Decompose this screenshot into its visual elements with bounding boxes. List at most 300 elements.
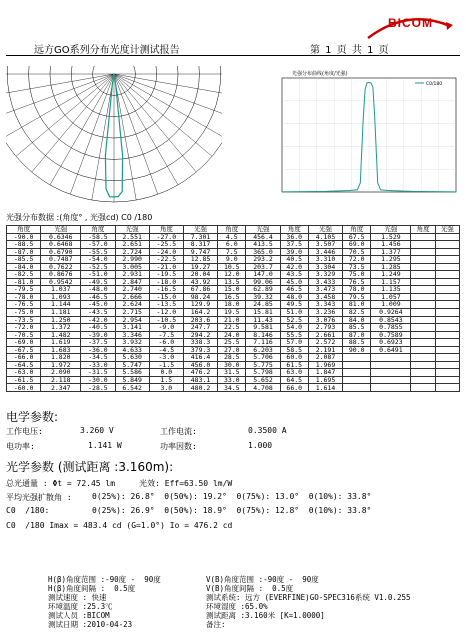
table-cell: 2.347: [41, 384, 81, 392]
distribution-title: 光强分布数据 :(角度° , 光强cd) C0 /180: [6, 213, 153, 222]
table-cell: 3.507: [308, 241, 342, 249]
table-cell: -42.0: [81, 316, 115, 324]
table-cell: 365.0: [246, 248, 280, 256]
table-cell: -54.0: [81, 256, 115, 264]
table-cell: -84.0: [7, 263, 41, 271]
table-cell: 3.433: [308, 278, 342, 286]
table-cell: 31.5: [218, 369, 246, 377]
table-cell: 43.5: [280, 271, 308, 279]
table-cell: [411, 241, 435, 249]
table-cell: 1.619: [41, 339, 81, 347]
table-cell: [435, 309, 459, 317]
table-cell: [435, 384, 459, 392]
table-cell: 9.747: [183, 248, 217, 256]
footer-tester: 测试人员 :BICOM: [48, 611, 110, 620]
table-cell: -76.5: [7, 301, 41, 309]
table-cell: 22.5: [218, 324, 246, 332]
table-cell: -64.5: [7, 361, 41, 369]
table-cell: 413.5: [246, 241, 280, 249]
table-row: [7, 384, 460, 392]
table-cell: -69.0: [7, 339, 41, 347]
table-cell: -1.5: [149, 361, 183, 369]
table-cell: 0.8676: [41, 271, 81, 279]
table-cell: 3.005: [115, 263, 149, 271]
table-cell: -24.0: [149, 248, 183, 256]
table-cell: [435, 248, 459, 256]
table-cell: 16.5: [218, 293, 246, 301]
table-cell: 1.135: [371, 286, 411, 294]
table-cell: [343, 354, 371, 362]
polar-spoke: [114, 74, 222, 118]
table-cell: 2.624: [115, 301, 149, 309]
table-cell: 69.0: [343, 241, 371, 249]
table-cell: [411, 263, 435, 271]
table-cell: [435, 286, 459, 294]
table-cell: 54.0: [280, 324, 308, 332]
table-cell: 67.5: [343, 233, 371, 241]
table-cell: 51.0: [280, 309, 308, 317]
polar-spoke: [6, 74, 114, 96]
table-cell: [343, 376, 371, 384]
table-cell: 1.847: [308, 369, 342, 377]
table-cell: 456.0: [183, 361, 217, 369]
optical-title: 光学参数 (测试距离 :3.160m):: [6, 460, 174, 474]
footer-h-range: H(β)角度范围 :-90度 - 90度: [48, 575, 161, 584]
table-header-cell: 角度: [81, 226, 115, 234]
pf-value: 1.000: [248, 441, 273, 450]
table-cell: 5.775: [246, 361, 280, 369]
power-label: 电功率:: [6, 442, 35, 451]
table-cell: -46.5: [81, 293, 115, 301]
table-cell: 1.529: [371, 233, 411, 241]
table-cell: 42.0: [280, 263, 308, 271]
table-cell: [371, 369, 411, 377]
table-cell: -34.5: [81, 354, 115, 362]
table-cell: 3.446: [308, 248, 342, 256]
table-cell: 3.346: [115, 331, 149, 339]
table-cell: -7.5: [149, 331, 183, 339]
table-cell: 3.329: [308, 271, 342, 279]
table-cell: 48.0: [280, 293, 308, 301]
table-cell: 3.343: [308, 301, 342, 309]
table-cell: 6.203: [246, 346, 280, 354]
table-cell: 2.847: [115, 278, 149, 286]
flux-line: 总光通量 : Φt = 72.45 lm 光效: Eff=63.50 lm/W: [6, 479, 233, 488]
table-row: [7, 376, 460, 384]
table-cell: 1.695: [308, 376, 342, 384]
table-cell: 2.715: [115, 309, 149, 317]
table-cell: 5.706: [246, 354, 280, 362]
table-cell: 4.5: [218, 233, 246, 241]
table-cell: 7.116: [246, 339, 280, 347]
table-cell: 2.990: [115, 256, 149, 264]
table-cell: 480.2: [183, 384, 217, 392]
table-cell: 476.2: [183, 369, 217, 377]
table-cell: 5.747: [115, 361, 149, 369]
table-cell: 3.458: [308, 293, 342, 301]
footer-v-range: V(B)角度范围 :-90度 - 90度: [206, 575, 319, 584]
table-cell: -15.0: [149, 293, 183, 301]
table-cell: 0.7487: [41, 256, 81, 264]
table-cell: -13.5: [149, 301, 183, 309]
table-cell: 21.0: [218, 316, 246, 324]
table-cell: 58.5: [280, 346, 308, 354]
table-cell: 9.0: [218, 256, 246, 264]
table-cell: -72.0: [7, 324, 41, 332]
table-cell: 4.708: [246, 384, 280, 392]
table-cell: -19.5: [149, 271, 183, 279]
table-cell: -30.0: [81, 376, 115, 384]
table-cell: 67.86: [183, 286, 217, 294]
table-cell: [435, 316, 459, 324]
table-cell: 247.7: [183, 324, 217, 332]
voltage-label: 工作电压:: [6, 427, 43, 436]
table-cell: 15.0: [218, 286, 246, 294]
table-cell: [435, 241, 459, 249]
table-cell: 2.931: [115, 271, 149, 279]
table-cell: [435, 233, 459, 241]
table-cell: 2.118: [41, 376, 81, 384]
table-cell: 62.89: [246, 286, 280, 294]
table-cell: [411, 324, 435, 332]
table-cell: [435, 369, 459, 377]
beam-angle-average: θ(25%): 26.8° θ(50%): 19.2° θ(75%): 13.0° θ(10%): 33.8°: [92, 492, 372, 501]
table-cell: 20.04: [183, 271, 217, 279]
table-cell: 5.586: [115, 369, 149, 377]
table-cell: [435, 376, 459, 384]
table-cell: 36.0: [280, 233, 308, 241]
table-cell: 85.5: [343, 324, 371, 332]
table-cell: [411, 286, 435, 294]
table-cell: -73.5: [7, 316, 41, 324]
table-cell: [435, 361, 459, 369]
table-cell: 10.5: [218, 263, 246, 271]
table-cell: 1.157: [371, 278, 411, 286]
table-cell: 24.0: [218, 331, 246, 339]
table-cell: [435, 331, 459, 339]
table-cell: 147.0: [246, 271, 280, 279]
table-cell: 90.0: [343, 346, 371, 354]
table-cell: 0.9264: [371, 309, 411, 317]
table-header-cell: 角度: [149, 226, 183, 234]
table-cell: [411, 248, 435, 256]
table-cell: -9.0: [149, 324, 183, 332]
table-cell: 2.724: [115, 248, 149, 256]
table-cell: -60.0: [7, 384, 41, 392]
table-cell: 39.32: [246, 293, 280, 301]
table-cell: -21.0: [149, 263, 183, 271]
table-cell: [411, 339, 435, 347]
table-cell: [435, 339, 459, 347]
table-cell: 0.9542: [41, 278, 81, 286]
table-cell: 1.456: [371, 241, 411, 249]
table-cell: 203.6: [183, 316, 217, 324]
table-cell: 57.0: [280, 339, 308, 347]
table-cell: 76.5: [343, 278, 371, 286]
table-cell: -81.0: [7, 278, 41, 286]
table-cell: 11.43: [246, 316, 280, 324]
table-cell: 61.5: [280, 361, 308, 369]
polar-spoke: [6, 74, 114, 118]
electrical-title: 电学参数:: [6, 410, 59, 424]
table-cell: -90.0: [7, 233, 41, 241]
table-cell: 45.0: [280, 278, 308, 286]
table-cell: [435, 354, 459, 362]
table-cell: 15.81: [246, 309, 280, 317]
table-header-cell: 光强: [308, 226, 342, 234]
table-cell: 6.542: [115, 384, 149, 392]
table-cell: [343, 361, 371, 369]
table-cell: 8.146: [246, 331, 280, 339]
table-cell: 293.2: [246, 256, 280, 264]
table-cell: 338.3: [183, 339, 217, 347]
table-cell: 5.798: [246, 369, 280, 377]
table-cell: -79.5: [7, 286, 41, 294]
table-cell: 483.1: [183, 376, 217, 384]
table-cell: 72.0: [343, 256, 371, 264]
table-cell: [371, 384, 411, 392]
table-cell: [411, 301, 435, 309]
line-grid: [282, 78, 456, 192]
table-cell: [343, 369, 371, 377]
table-cell: 0.6923: [371, 339, 411, 347]
table-header-cell: 光强: [183, 226, 217, 234]
table-cell: -39.0: [81, 331, 115, 339]
table-cell: 18.0: [218, 301, 246, 309]
table-cell: -75.0: [7, 309, 41, 317]
table-cell: 1.093: [41, 293, 81, 301]
table-cell: 3.304: [308, 263, 342, 271]
table-cell: 2.954: [115, 316, 149, 324]
table-cell: 3.932: [115, 339, 149, 347]
footer-temp: 环境温度 :25.3℃: [48, 602, 113, 611]
table-cell: 5.652: [246, 376, 280, 384]
distribution-table: [6, 225, 460, 392]
table-cell: [411, 354, 435, 362]
table-cell: 2.740: [115, 286, 149, 294]
table-cell: [411, 369, 435, 377]
table-cell: -78.0: [7, 293, 41, 301]
page-indicator: 第 1 页 共 1 页: [310, 45, 390, 56]
table-cell: 0.7622: [41, 263, 81, 271]
table-cell: 6.0: [218, 241, 246, 249]
table-cell: -70.5: [7, 331, 41, 339]
table-cell: -45.0: [81, 301, 115, 309]
table-cell: -37.5: [81, 339, 115, 347]
footer-system: 测试系统: 远方 (EVERFINE)GO-SPEC316系统 V1.0.255: [206, 593, 411, 602]
table-cell: [435, 324, 459, 332]
table-cell: 1.972: [41, 361, 81, 369]
table-cell: -31.5: [81, 369, 115, 377]
table-cell: [411, 376, 435, 384]
table-cell: 34.5: [218, 384, 246, 392]
table-header-cell: 角度: [280, 226, 308, 234]
current-value: 0.3500 A: [248, 426, 287, 435]
table-cell: 39.0: [280, 248, 308, 256]
power-value: 1.141 W: [88, 441, 122, 450]
table-cell: -25.5: [149, 241, 183, 249]
table-cell: 46.5: [280, 286, 308, 294]
table-cell: [343, 384, 371, 392]
table-header-cell: 光强: [41, 226, 81, 234]
table-cell: 2.551: [115, 233, 149, 241]
table-cell: [371, 361, 411, 369]
pf-label: 功率因数:: [160, 442, 197, 451]
table-cell: 203.7: [246, 263, 280, 271]
table-cell: 8.317: [183, 241, 217, 249]
table-cell: 1.372: [41, 324, 81, 332]
intensity-line-chart: [230, 66, 462, 208]
table-cell: -49.5: [81, 278, 115, 286]
table-cell: -18.0: [149, 278, 183, 286]
table-cell: [371, 354, 411, 362]
table-row: [7, 241, 460, 249]
table-cell: 1.057: [371, 293, 411, 301]
table-cell: -36.0: [81, 346, 115, 354]
table-cell: -57.0: [81, 241, 115, 249]
table-cell: 2.661: [308, 331, 342, 339]
imax-line: C0 /180 Imax = 483.4 cd (G=1.0°) Io = 476.2 cd: [6, 521, 233, 530]
table-cell: 75.0: [343, 271, 371, 279]
table-cell: 4.105: [308, 233, 342, 241]
table-cell: 1.250: [41, 316, 81, 324]
current-label: 工作电流:: [160, 427, 197, 436]
table-cell: -12.0: [149, 309, 183, 317]
table-cell: 1.037: [41, 286, 81, 294]
table-cell: 78.0: [343, 286, 371, 294]
polar-intensity-chart: [6, 66, 222, 206]
table-cell: 49.5: [280, 301, 308, 309]
table-cell: 1.285: [371, 263, 411, 271]
table-cell: 129.9: [183, 301, 217, 309]
voltage-value: 3.260 V: [80, 426, 114, 435]
table-cell: -27.0: [149, 233, 183, 241]
footer-distance: 测试距离 :3.160米 [K=1.0000]: [206, 611, 325, 620]
table-cell: 88.5: [343, 339, 371, 347]
table-cell: 28.5: [218, 354, 246, 362]
voltage-row: [6, 426, 43, 437]
table-cell: 60.0: [280, 354, 308, 362]
table-cell: 1.181: [41, 309, 81, 317]
table-header-cell: 光强: [246, 226, 280, 234]
table-cell: 0.7855: [371, 324, 411, 332]
table-row: [7, 309, 460, 317]
table-header-cell: 光强: [371, 226, 411, 234]
table-cell: 3.0: [149, 384, 183, 392]
legend-label: C0/180: [426, 82, 443, 87]
beam-angle-c0-label: C0 /180:: [6, 506, 50, 515]
table-cell: 7.301: [183, 233, 217, 241]
table-cell: 33.0: [218, 376, 246, 384]
table-cell: -4.5: [149, 346, 183, 354]
table-cell: 40.5: [280, 256, 308, 264]
table-cell: 456.4: [246, 233, 280, 241]
footer-date: 测试日期 :2010-04-23: [48, 620, 133, 629]
report-header: [6, 40, 460, 56]
table-cell: [411, 346, 435, 354]
table-cell: [411, 256, 435, 264]
table-cell: 3.473: [308, 286, 342, 294]
table-cell: [435, 271, 459, 279]
legend: [415, 81, 442, 87]
table-header-row: [7, 226, 460, 234]
line-chart-title: 光强分布曲线(角度/光强): [292, 71, 348, 77]
table-cell: 43.92: [183, 278, 217, 286]
table-cell: 164.2: [183, 309, 217, 317]
table-cell: 30.0: [218, 361, 246, 369]
table-cell: [411, 331, 435, 339]
table-cell: [411, 278, 435, 286]
table-cell: 1.820: [41, 354, 81, 362]
table-header-cell: 光强: [435, 226, 459, 234]
table-cell: -55.5: [81, 248, 115, 256]
table-cell: 7.5: [218, 248, 246, 256]
table-cell: -87.0: [7, 248, 41, 256]
table-cell: -3.0: [149, 354, 183, 362]
table-cell: [435, 346, 459, 354]
table-cell: 3.141: [115, 324, 149, 332]
table-cell: [411, 309, 435, 317]
table-header-cell: 角度: [7, 226, 41, 234]
table-cell: 19.5: [218, 309, 246, 317]
table-cell: 52.5: [280, 316, 308, 324]
table-cell: 3.076: [308, 316, 342, 324]
table-cell: 25.5: [218, 339, 246, 347]
table-cell: 2.087: [308, 354, 342, 362]
table-cell: 66.0: [280, 384, 308, 392]
table-header-cell: 角度: [411, 226, 435, 234]
table-cell: -66.0: [7, 354, 41, 362]
table-cell: 1.377: [371, 248, 411, 256]
table-cell: -58.5: [81, 233, 115, 241]
table-cell: 84.0: [343, 316, 371, 324]
table-header-cell: 光强: [115, 226, 149, 234]
table-cell: 1.482: [41, 331, 81, 339]
table-cell: 1.683: [41, 346, 81, 354]
table-cell: [411, 271, 435, 279]
table-cell: 2.090: [41, 369, 81, 377]
table-cell: [435, 263, 459, 271]
logo-text: BICOM: [388, 16, 433, 30]
table-cell: 1.969: [308, 361, 342, 369]
table-cell: 12.0: [218, 271, 246, 279]
table-cell: -85.5: [7, 256, 41, 264]
footer-h-step: H(β)角度间隔 : 0.5度: [48, 584, 136, 593]
report-title: 远方GO系列分布光度计测试报告: [34, 45, 180, 56]
footer-remark: 备注:: [206, 620, 226, 629]
table-cell: 81.0: [343, 301, 371, 309]
table-cell: 0.6491: [371, 346, 411, 354]
table-cell: 2.793: [308, 324, 342, 332]
table-cell: 12.85: [183, 256, 217, 264]
table-cell: 9.581: [246, 324, 280, 332]
table-cell: 2.666: [115, 293, 149, 301]
table-cell: 98.24: [183, 293, 217, 301]
table-cell: 99.06: [246, 278, 280, 286]
table-cell: [435, 256, 459, 264]
table-cell: 5.849: [115, 376, 149, 384]
table-cell: -82.5: [7, 271, 41, 279]
table-cell: [435, 278, 459, 286]
table-cell: 73.5: [343, 263, 371, 271]
polar-grid: [6, 66, 222, 202]
table-cell: 1.614: [308, 384, 342, 392]
table-cell: -10.5: [149, 316, 183, 324]
table-cell: -16.5: [149, 286, 183, 294]
table-cell: 4.633: [115, 346, 149, 354]
table-cell: 5.630: [115, 354, 149, 362]
table-cell: [411, 233, 435, 241]
